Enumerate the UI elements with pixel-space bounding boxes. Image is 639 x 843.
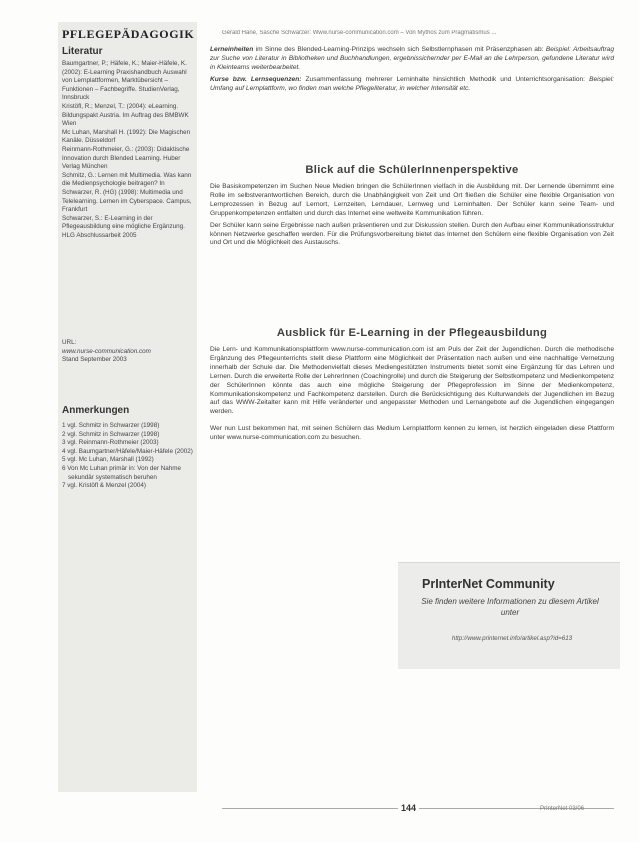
intro-paragraph-2 <box>210 76 614 94</box>
reference-item: Kristöfl, R.; Menzel, T.: (2004): eLearning. Bildungspakt Austria. Im Auftrag des BMBWK Wien <box>62 102 189 128</box>
intro-example-1: Beispiel: Arbeitsauftrag zur Suche von Literatur in Bibliotheken und Buchhandlungen, ergebnissichernder per E-Mail an die Lehrperson, gefundene Literatur wird in Kleinteams weiterbearbeitet. <box>210 46 614 71</box>
paragraph: Der Schüler kann seine Ergebnisse nach außen präsentieren und zur Diskussion stellen. Durch den Aufbau einer Kommunikationsstruktur können Netzwerke geschaffen werden. Für die Prüfungsvorbereitung bietet das Internet den Schülern eine flexible Organisation von Zeit und Ort und die Möglichkeit des Austauschs. <box>210 221 614 247</box>
notes-heading: Anmerkungen <box>62 405 130 416</box>
intro-label-2: Kurse bzw. Lernsequenzen: <box>210 75 302 83</box>
page-number: 144 <box>398 803 419 813</box>
brand-title: PFLEGEPÄDAGOGIK <box>62 27 195 41</box>
section-heading-perspective: Blick auf die SchülerInnenperspektive <box>305 164 519 176</box>
url-link[interactable]: www.nurse-communication.com <box>62 347 151 355</box>
intro-paragraph-1 <box>210 46 614 73</box>
community-title: PrInterNet Community <box>422 577 555 591</box>
reference-list <box>62 60 194 240</box>
reference-item: Reinmann-Rothmeier, G.: (2003): Didaktische Innovation durch Blended Learning. Huber Verlag München <box>62 145 190 171</box>
note-item: 7 vgl. Kristöfl & Menzel (2004) <box>62 482 146 490</box>
intro-text-2: Zusammenfassung mehrerer Lerninhalte hinsichtlich Methodik und Unterrichtsorganisation: <box>301 75 590 83</box>
note-item: 3 vgl. Reinmann-Rothmeier (2003) <box>62 439 159 447</box>
community-link[interactable]: http://www.printernet.info/artikel.asp?id=613 <box>451 635 573 642</box>
paragraph: Wer nun Lust bekommen hat, mit seinen Schülern das Medium Lernplattform kennen zu lernen, ist herzlich eingeladen diese Plattform unter www.nurse-communication.com zu besuchen. <box>210 425 614 442</box>
note-item: 4 vgl. Baumgartner/Häfele/Maier-Häfele (2002) <box>62 447 193 455</box>
note-item: 1 vgl. Schmitz in Schwarzer (1998) <box>62 422 160 429</box>
section-heading-outlook: Ausblick für E-Learning in der Pflegeausbildung <box>276 327 548 339</box>
note-item: 5 vgl. Mc Luhan, Marshall (1992) <box>62 456 154 464</box>
notes-list <box>62 422 194 491</box>
intro-label-1: Lerneinheiten <box>210 46 254 53</box>
url-label: URL: <box>62 339 77 346</box>
community-text: Sie finden weitere Informationen zu diesem Artikel unter <box>421 597 599 617</box>
section-perspective-body <box>210 183 614 251</box>
reference-item: Schwarzer, S.: E-Learning in der Pflegeausbildung eine mögliche Ergänzung. HLG Abschlussarbeit 2005 <box>62 214 185 239</box>
url-stand: Stand September 2003 <box>62 356 127 364</box>
running-head: Gerald Hane, Sasche Schwarzer: Www.nurse-communication.com – Von Mythos zum Pragmatismus ... <box>222 30 497 36</box>
community-box <box>398 562 620 669</box>
intro-text-1: im Sinne des Blended-Learning-Prinzips wechseln sich Selbstlernphasen mit Präsenzphasen ab: <box>253 46 546 53</box>
reference-item: Mc Luhan, Marshall H. (1992): Die Magischen Kanäle. Düsseldorf <box>62 128 191 145</box>
journal-issue: PrInterNet 03/06 <box>540 806 585 812</box>
reference-item: Schmitz, G.: Lernen mit Multimedia. Was kann die Medienpsychologie beitragen? In Schwarzer, R. (HG) (1998): Multimedia und Telelearning. Lernen im Cyberspace. Campus, Frankfurt <box>62 171 192 214</box>
literature-heading: Literatur <box>62 46 103 57</box>
intro-block <box>210 46 614 97</box>
reference-item: Baumgartner, P.; Häfele, K.; Maier-Häfele, K. (2002): E-Learning Praxishandbuch Auswahl von Lernplattformen, Marktübersicht – Funktionen – Fachbegriffe. StudienVerlag, Innsbruck <box>62 60 187 102</box>
url-block <box>62 339 194 365</box>
paragraph: Die Lern- und Kommunikationsplattform www.nurse-communication.com ist am Puls der Zeit der Jugendlichen. Durch die methodische Ergänzung des Pflegeunterrichts stellt diese Plattform eine Möglichkeit der Präsentation nach außen und eine nachhaltige Vernetzung innerhalb der Schule dar. Die Methodenvielfalt dieses Mediengestützten Instruments bietet somit eine Ergänzung für das Lehren und Lernen. Durch die erweiterte Rolle der LehrerInnen (Coachingrolle) und durch die Steigerung der Selbstkompetenz und Medienkompetenz der SchülerInnen könnte das auch eine mögliche Steigerung der Pflegeprofession im Sinne der Medienkompetenz, Kommunikationskompetenz und Fachkompetenz darstellen. Durch die Berücksichtigung des Kulturwandels der Jugendlichen im Bezug auf das WWW-Zeitalter kann mit Hilfe veränderter und angepasster Methoden und Lernangebote auf die Jugendlichen eingegangen werden. <box>210 346 614 416</box>
intro-example-2: Beispiel: Umfang auf Lernplattform, wo finden man welche Pflegeliteratur, in welcher Intensität etc. <box>210 75 614 92</box>
note-item: 6 Von Mc Luhan primär in: Von der Nahme sekundär systematisch beruhen <box>62 464 182 481</box>
paragraph: Die Basiskompetenzen im Suchen Neue Medien bringen die SchülerInnen vielfach in die Ausbildung mit. Der Lernende übernimmt eine Rolle im selbstverantwortlichen Bereich, durch die Unabhängigkeit von Zeit und Ort fließen die Schüler eine flexible Organisation von Lernprozessen in Bezug auf Lernort, Lernzeiten, Lerndauer, Lernweg und Lerninhalten. Der Schüler kann seine Team- und Gruppenkompetenzen entfalten und durch das Internet eine weltweite Kommunikation führen. <box>210 183 614 217</box>
note-item: 2 vgl. Schmitz in Schwarzer (1998) <box>62 430 160 438</box>
section-outlook-body <box>210 346 614 446</box>
